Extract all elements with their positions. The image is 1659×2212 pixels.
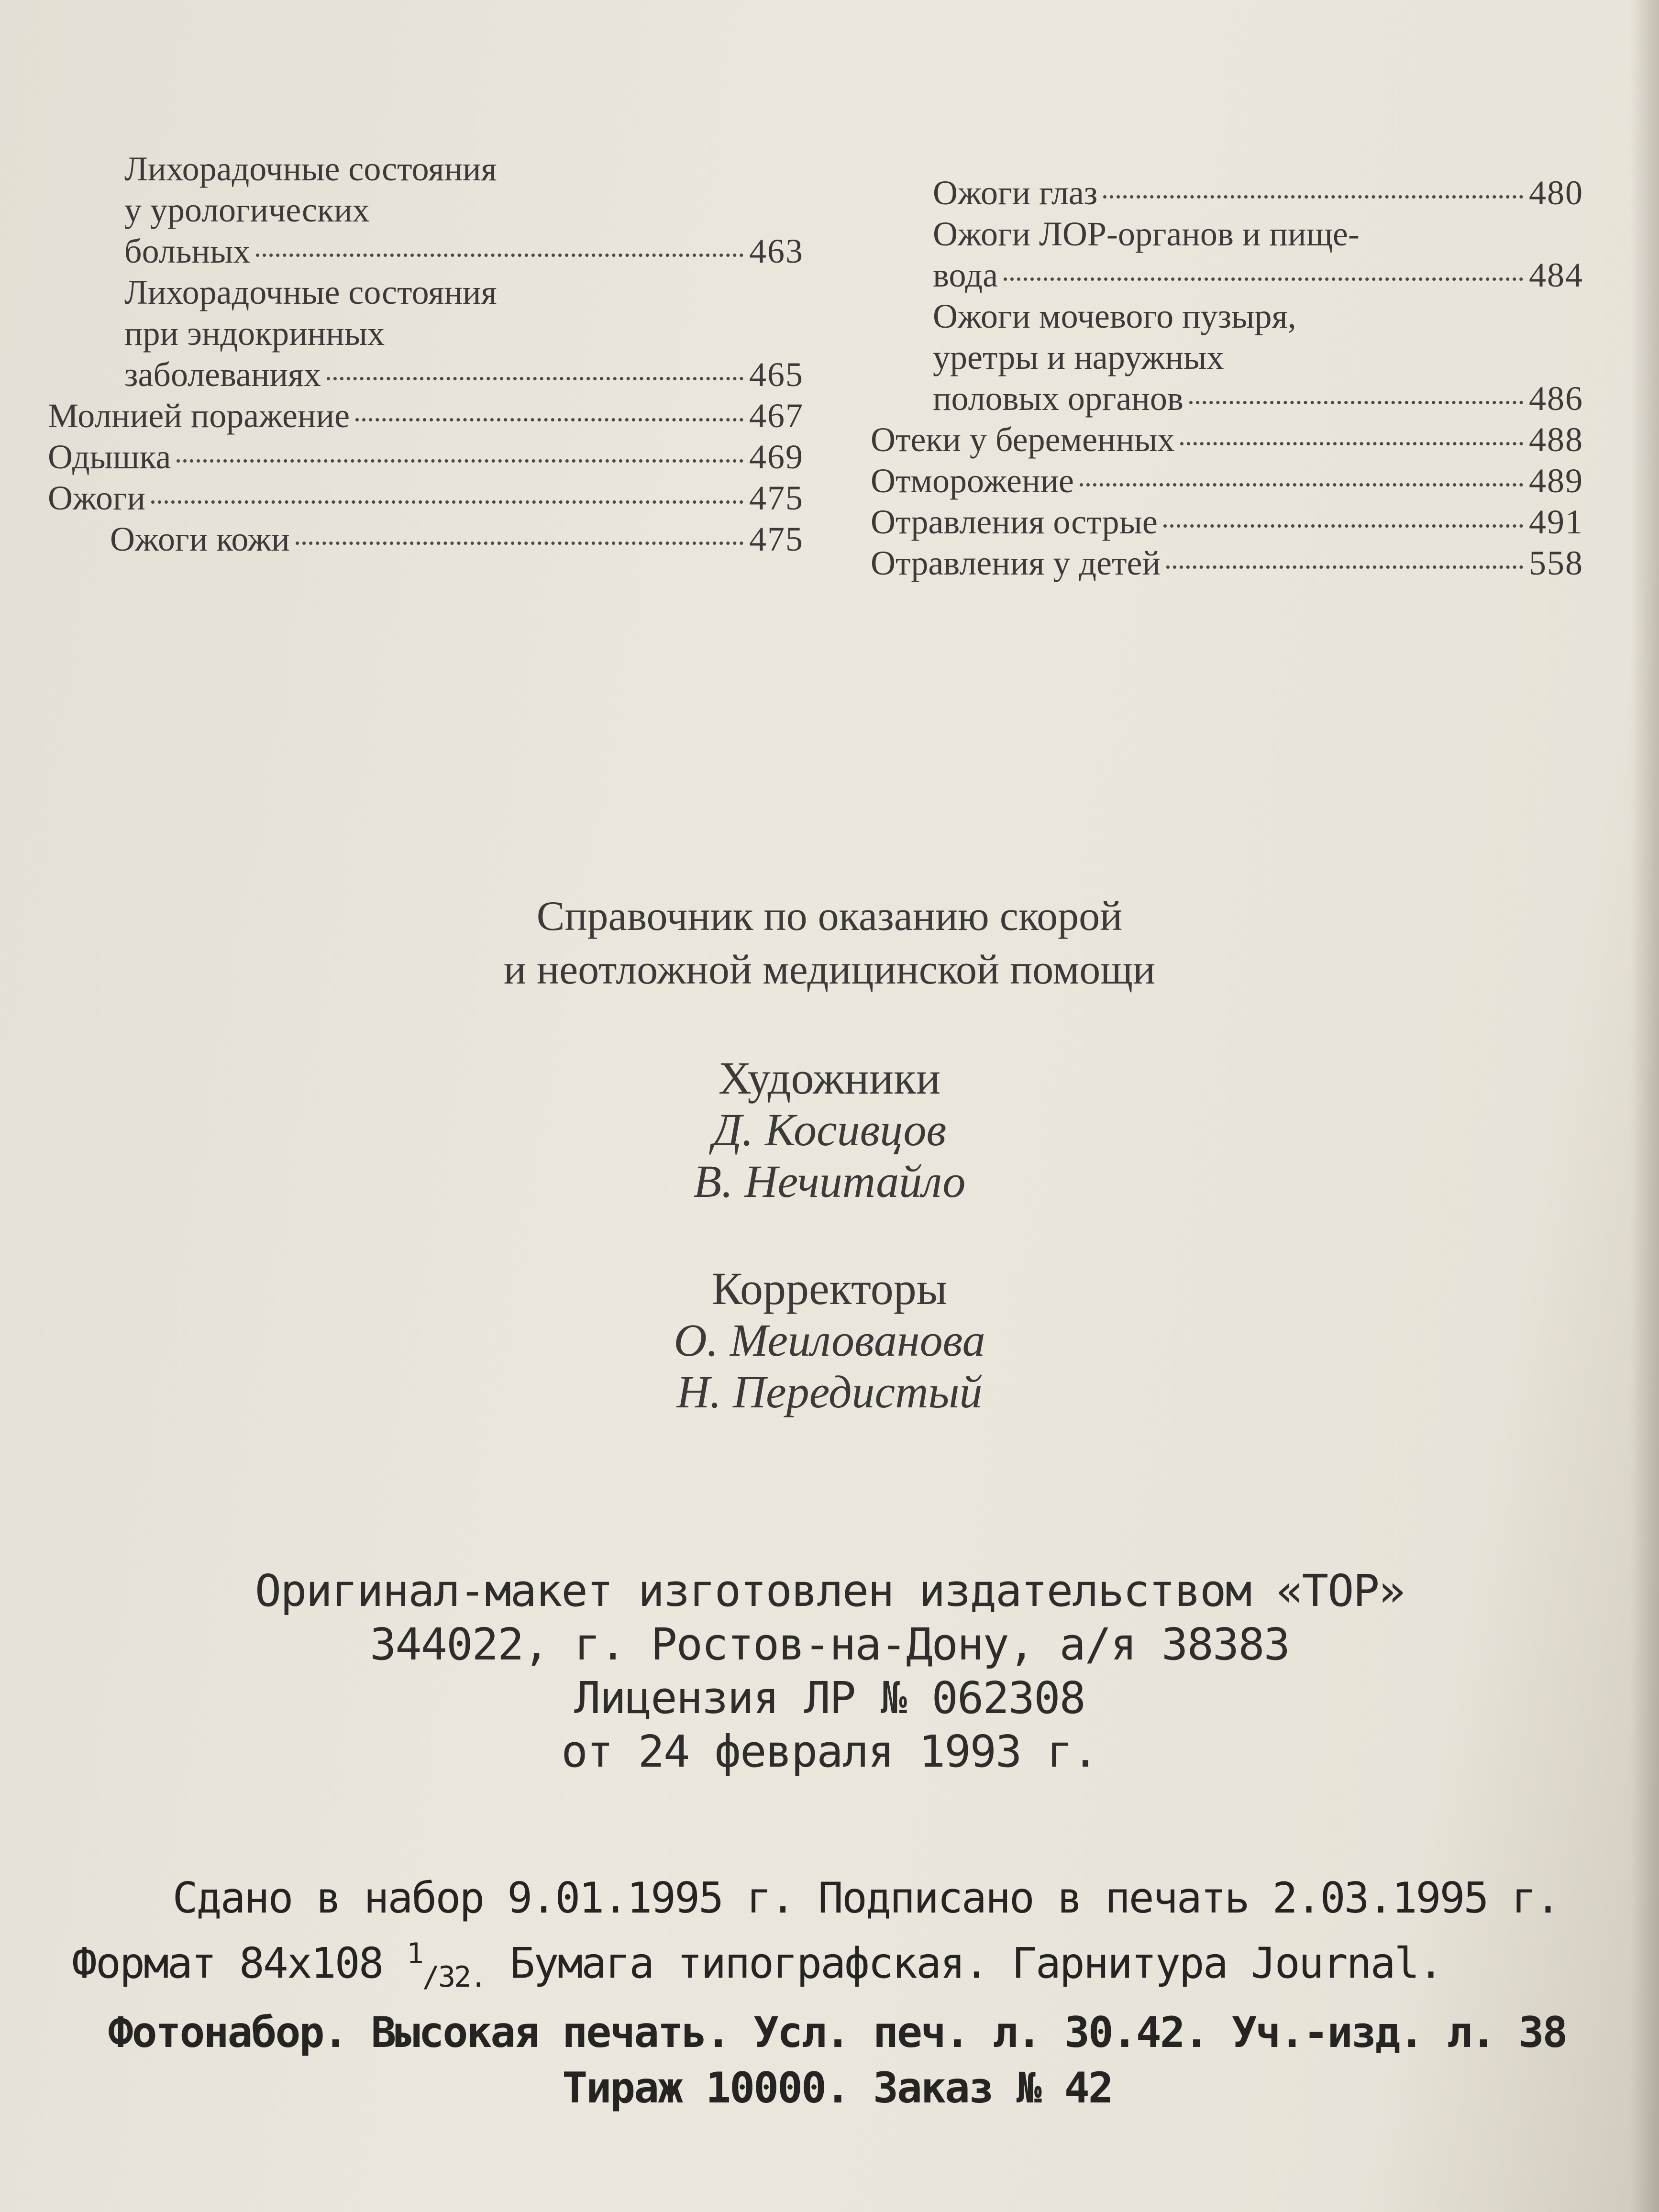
toc-page-number: 486 [1529,379,1583,418]
toc-entry-last-line [110,519,804,560]
toc-page-number: 465 [749,355,804,394]
imprint-format [72,1926,1603,2005]
toc-entry-text: заболеваниях [124,355,321,394]
toc-entry-text: Ожоги кожи [110,520,290,558]
toc-entry [871,172,1583,213]
toc-dot-leader [1163,524,1523,528]
toc-dot-leader [327,377,743,380]
toc-page-number: 467 [749,397,804,435]
correctors-block [0,1263,1659,1418]
toc-entry-last-line [871,501,1583,542]
toc-dot-leader [256,254,743,257]
toc-dot-leader [1004,277,1523,281]
toc-page-number: 475 [749,520,804,558]
toc-entry-text: Отравления острые [871,503,1158,541]
publisher-license-date: от 24 февраля 1993 г. [561,1726,1098,1777]
toc-page-number: 463 [749,232,804,270]
toc-entry-text: Ожоги [48,479,146,517]
toc-entry-text: Отравления у детей [871,544,1161,582]
format-fraction-numerator: 1 [406,1937,422,1970]
corrector-name: О. Меилованова [674,1315,985,1366]
toc-entry-last-line [124,354,804,395]
toc-entry-text: половых органов [933,379,1183,418]
toc-dot-leader [1166,565,1523,569]
toc-entry [871,213,1583,296]
toc-page-number: 484 [1529,256,1583,294]
toc-page-number: 469 [749,438,804,476]
toc-page-number: 558 [1529,544,1583,582]
toc-entry [48,436,804,477]
toc-page-number: 475 [749,479,804,517]
toc-entry [871,501,1583,542]
toc-dot-leader [1103,195,1523,199]
toc-entry [871,296,1583,419]
toc-dot-leader [355,418,743,421]
toc-page-number: 489 [1529,462,1583,500]
toc-entry-last-line [48,477,804,519]
toc-entry-text: Ожоги мочевого пузыря, [933,297,1296,335]
toc-entry [48,395,804,436]
toc-entry-text: Ожоги глаз [933,174,1098,212]
toc-entry [48,148,804,272]
toc-entry [48,272,804,395]
toc-dot-leader [1080,483,1523,487]
toc-entry-text: больных [124,232,251,270]
toc-entry-text: Отморожение [871,462,1074,500]
toc-entry-text: Одышка [48,438,171,476]
toc-entry-last-line [48,436,804,477]
toc-entry-text: у урологических [124,191,370,229]
toc-dot-leader [1180,442,1523,445]
toc-page-number: 480 [1529,174,1583,212]
imprint-format-suffix: Бумага типографская. Гарнитура Journal. [486,1938,1442,1988]
format-fraction-denominator: /32. [422,1960,486,1994]
book-title [0,890,1659,997]
imprint-run-order: Тираж 10000. Заказ № 42 [562,2063,1112,2112]
correctors-heading: Корректоры [711,1263,948,1314]
toc-entry-last-line [933,254,1583,296]
toc-entry-last-line [48,395,804,436]
toc-entry-last-line [124,231,804,272]
artists-block [0,1052,1659,1207]
book-title-line-1: Справочник по оказанию скорой [536,893,1123,940]
toc-page-number: 488 [1529,420,1583,459]
toc-entry-text: Лихорадочные состояния [124,273,497,311]
toc-dot-leader [296,542,743,545]
toc-entry-text: Лихорадочные состояния [124,150,497,188]
toc-entry [871,460,1583,501]
publisher-line-1: Оригинал-макет изготовлен издательством «ТОР» [254,1565,1405,1616]
toc-entry-text: при эндокринных [124,314,385,353]
toc-entry-last-line [871,460,1583,501]
book-title-line-2: и неотложной медицинской помощи [503,947,1156,993]
toc-entry-last-line [871,419,1583,460]
toc-entry-last-line [933,172,1583,213]
toc-entry [48,519,804,560]
publisher-block [0,1564,1659,1779]
toc-entry-text: уретры и наружных [933,338,1224,376]
corrector-name: Н. Передистый [676,1366,983,1417]
artists-heading: Художники [718,1052,941,1104]
publisher-address: 344022, г. Ростов-на-Дону, а/я 38383 [370,1619,1289,1670]
toc-left-column [48,148,804,560]
toc-page-number: 491 [1529,503,1583,541]
artist-name: В. Нечитайло [693,1156,966,1207]
toc-entry-text: Отеки у беременных [871,420,1175,459]
toc-entry [48,477,804,519]
toc-right-column [871,172,1583,584]
imprint-format-prefix: Формат 84x108 [72,1938,407,1988]
toc-entry-last-line [933,378,1583,419]
artist-name: Д. Косивцов [712,1104,947,1155]
toc-entry-text: Молнией поражение [48,397,350,435]
toc-entry-text: вода [933,256,998,294]
publisher-license: Лицензия ЛР № 062308 [574,1672,1085,1724]
toc-entry [871,542,1583,584]
toc-entry-last-line [871,542,1583,584]
toc-dot-leader [151,500,743,504]
toc-entry [871,419,1583,460]
imprint-print-info: Фотонабор. Высокая печать. Усл. печ. л. 30.42. Уч.-изд. л. 38 [108,2007,1567,2057]
toc-dot-leader [1189,401,1523,404]
toc-entry-text: Ожоги ЛОР-органов и пище- [933,215,1360,253]
imprint-block [72,1870,1603,2116]
imprint-dates: Сдано в набор 9.01.1995 г. Подписано в печать 2.03.1995 г. [172,1873,1559,1923]
toc-dot-leader [177,459,743,463]
